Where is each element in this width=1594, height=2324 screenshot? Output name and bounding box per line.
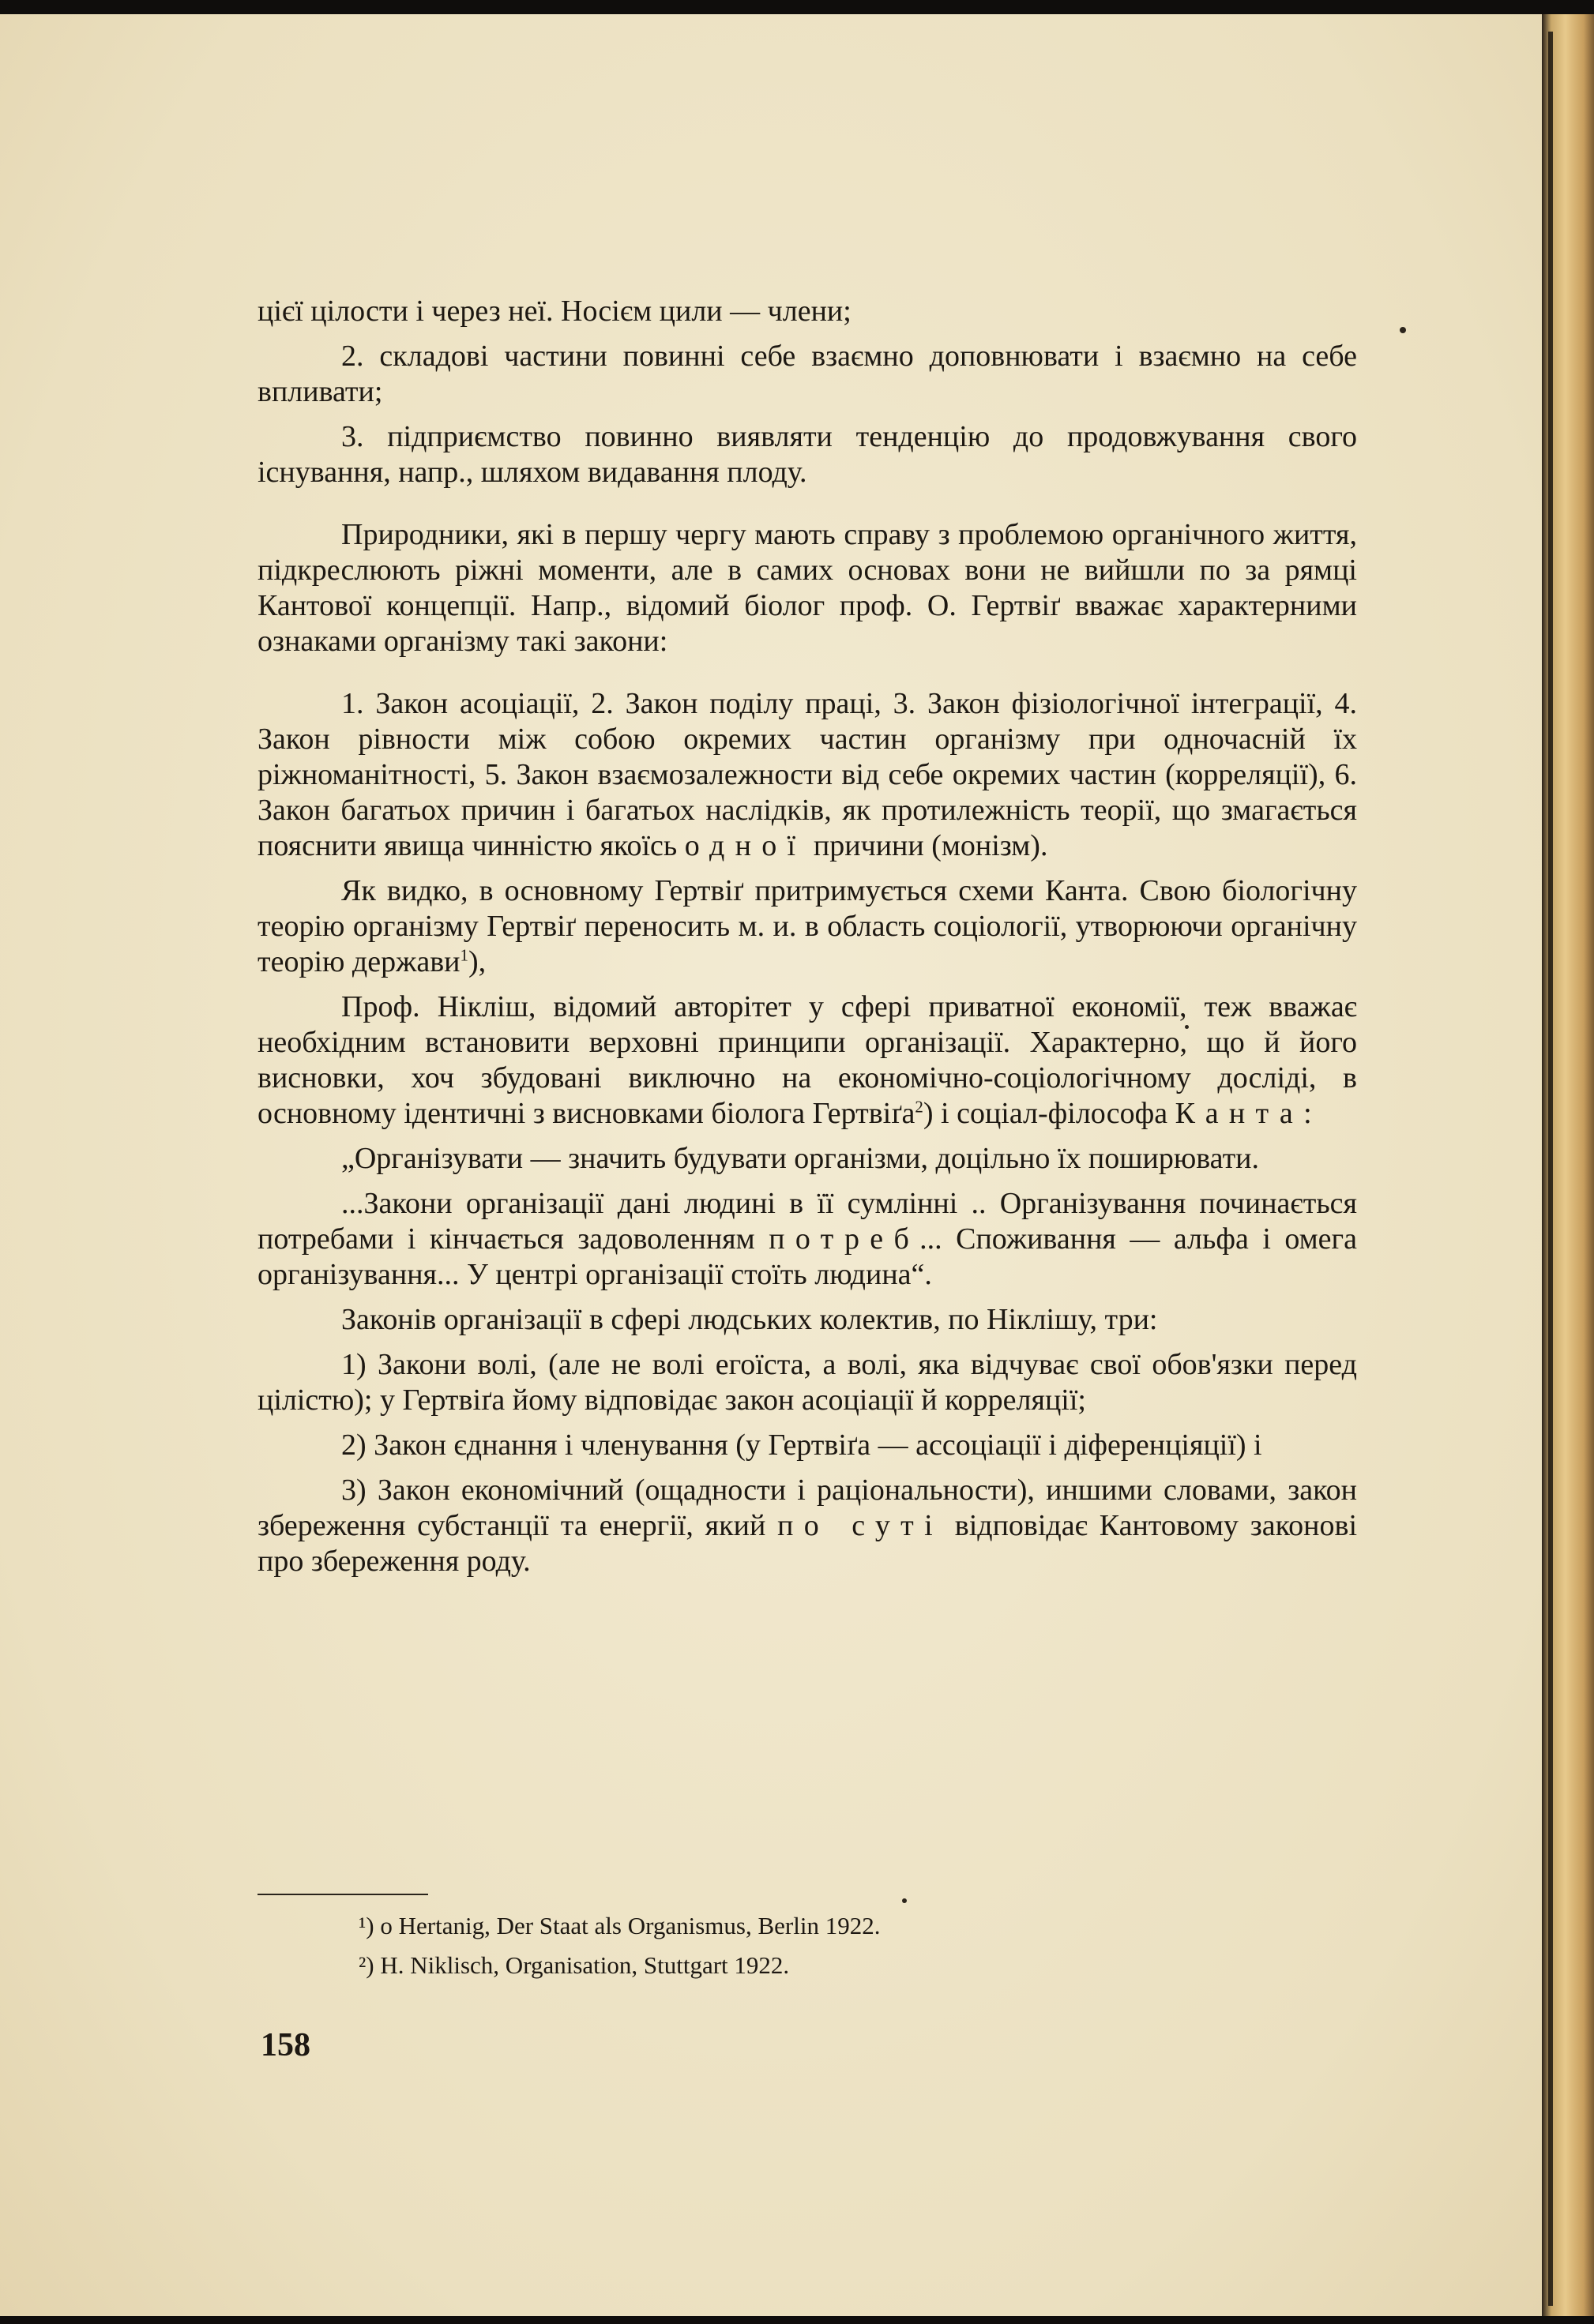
paragraph-9: ...Закони організації дані людині в її сумлінні .. Організування починається потребами і кінчається задоволенням потреб... Споживання — альфа і омега організування... У центрі організації стоїть людина“. [258,1187,1357,1291]
paragraph-5: 1. Закон асоціації, 2. Закон поділу праці, 3. Закон фізіологічної інтеграції, 4. Закон рівности між собою окремих частин організму при одночасній їх ріжноманітності, 5. Закон взаємозалежности від себе окремих частин (корреляції), 6. Закон багатьох причин і багатьох наслідків, як протилежність теорії, що змагається пояснити явища чинністю якоїсь одної причини (монізм). [258,687,1357,862]
paragraph-12: 2) Закон єднання і членування (у Гертвіґа — ассоціації і діференціяції) і [341,1429,1262,1462]
paragraph-2: 2. складові частини повинні себе взаємно доповнювати і взаємно на себе впливати; [258,340,1357,408]
paragraph-4: Природники, які в першу чергу мають справу з проблемою органічного життя, підкреслюють ріжні моменти, але в самих основах вони не вийшли по за рямці Кантової концепції. Напр., відомий біолог проф. О. Гертвіґ вважає характерними ознаками організму такі закони: [258,518,1357,658]
paragraph-13: 3) Закон економічний (ощадности і раціональности), иншими словами, закон збереження субстанції та енергії, який по суті відповідає Кантовому законові про збереження роду. [258,1474,1357,1578]
spine-shadow [1548,32,1553,2306]
footnote-1: ¹) o Hertanig, Der Staat als Organismus, Berlin 1922. [359,1912,881,1939]
footnote-ref-1: 1 [460,945,468,965]
ink-speck [1400,327,1406,333]
page-number: 158 [261,2027,310,2063]
paragraph-3: 3. підприємство повинно виявляти тенденцію до продовжування свого існування, напр., шляхом видавання плоду. [258,420,1357,489]
paragraph-7: Проф. Нікліш, відомий авторітет у сфері приватної економії, теж вважає необхідним встановити верховні принципи організації. Характерно, що й його висновки, хоч збудовані виключно на економічно-соціологічному досліді, в основному ідентичні з висновками біолога Гертвіґа$^2$) і соціал-філософа Канта: [258,990,1357,1130]
paragraph-1: цієї цілости і через неї. Носієм цили — члени; [258,295,852,328]
footnote-ref-2: 2 [915,1097,923,1117]
footnote-2: ²) H. Niklisch, Organisation, Stuttgart 1922. [359,1951,790,1979]
paragraph-10: Законів організації в сфері людських колектив, по Ніклішу, три: [341,1303,1158,1336]
footnote-divider [258,1894,428,1895]
paragraph-6: Як видко, в основному Гертвіґ притримується схеми Канта. Свою біологічну теорію організму Гертвіґ переносить м. и. в область соціології, утворюючи органічну теорію держави$^1$), [258,874,1357,978]
paragraph-11: 1) Закони волі, (але не волі егоїста, а волі, яка відчуває свої обов'язки перед цілістю); у Гертвіґа йому відповідає закон асоціації й корреляції; [258,1348,1357,1417]
main-text [258,294,1357,1579]
footnotes [258,1894,1357,1985]
paragraph-8: „Організувати — значить будувати організми, доцільно їх поширювати. [341,1142,1260,1175]
